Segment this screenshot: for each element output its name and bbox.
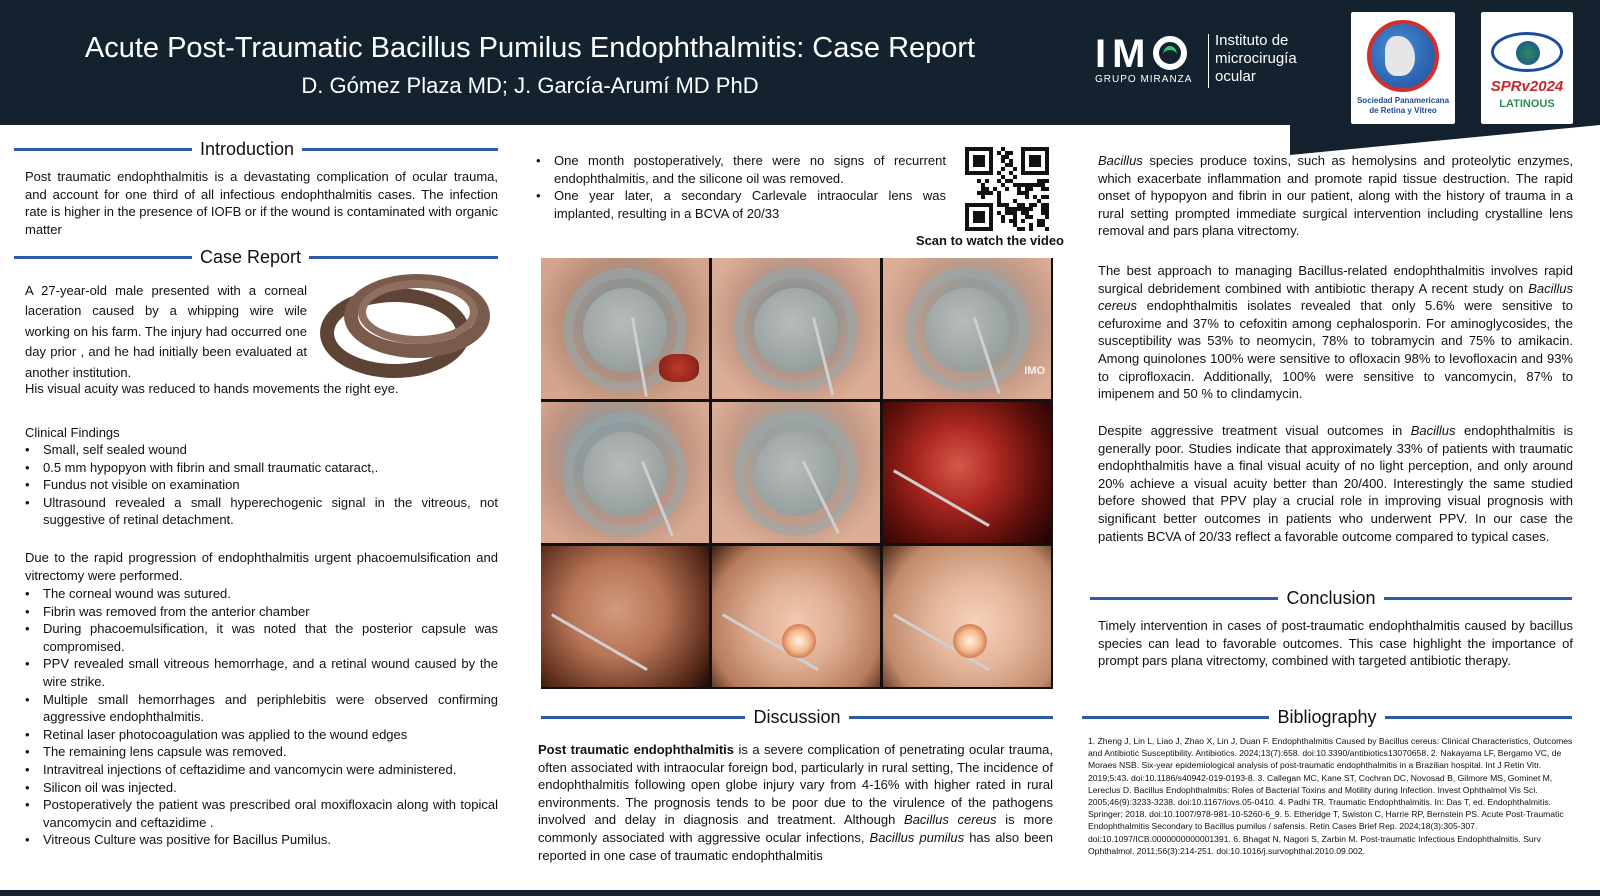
- surgery-photo: [712, 546, 880, 687]
- clinical-findings-title: Clinical Findings: [25, 425, 120, 440]
- discussion-lead: Post traumatic endophthalmitis: [538, 742, 735, 757]
- footer-bar: [0, 890, 1600, 896]
- followup-list: [536, 152, 946, 222]
- surgery-photo: [883, 402, 1051, 543]
- procedure-step-item: • Intravitreal injections of ceftazidime and vancomycin were administered.: [25, 761, 498, 779]
- followup-item: • One year later, a secondary Carlevale intraocular lens was implanted, resulting in a BCVA of 20/33: [536, 187, 946, 222]
- sprv-logo-text: SPRv2024: [1490, 78, 1564, 95]
- finding-item: • 0.5 mm hypopyon with fibrin and small traumatic cataract,.: [25, 459, 498, 477]
- imo-logo-subtitle: GRUPO MIRANZA: [1095, 74, 1193, 85]
- procedure-intro-text: Due to the rapid progression of endophthalmitis urgent phacoemulsification and vitrectomy were performed.: [25, 550, 498, 583]
- imo-logo-letters: IM: [1095, 32, 1189, 77]
- procedure-step-item: • The remaining lens capsule was removed.: [25, 743, 498, 761]
- procedure-step-item: • Silicon oil was injected.: [25, 779, 498, 797]
- bibliography-text: 1. Zheng J, Lin L, Liao J, Zhao X, Lin J, Duan F. Endophthalmitis Caused by Bacillus cereus: Clinical Characteristics, Outcomes and Antibiotic Susceptibility. Antibiotics. 2024;13(7):658. doi:10.3390/antibiotics13070658. 2. Nakayama LF, Bergamo VC, de Moraes NSB. Six-year epidemiological analysis of post-traumatic endophthalmitis in a Brazilian hospital. Int J Retin Vitr. 2019;5:43. doi:10.1186/s40942-019-0193-8. 3. Callegan MC, Kane ST, Cochran DC, Novosad B, Gilmore MS, Gominet M, Lereclus D. Bacillus Endophthalmitis: Roles of Bacterial Toxins and Motility during Infection. Invest Ophthalmol Vis Sci. 2005;46(9):3233-3238. doi:10.1167/iovs.05-0410. 4. Padhi TR. Traumatic Endophthalmitis. In: Das T, ed. Endophthalmitis. Springer; 2018. doi:10.1007/978-981-10-5260-6_9. 5. Etheridge T, Swiston C, Harrie RP, Bernstein PS. Acute Post-Traumatic Endophthalmitis Secondary to Bacillus pumilus / safensis. Retin Cases Brief Rep. 2024;18(3):305-307. doi:10.1097/ICB.0000000000001391. 6. Bhagat N, Nagori S, Zarbin M. Post-traumatic Infectious Endophthalmitis. Surv Ophthalmol. 2011;56(3):214-251. doi:10.1016/j.survophthal.2010.09.002.: [1088, 736, 1573, 856]
- spa-logo-text: Sociedad Panamericana de Retina y Vítreo: [1356, 96, 1450, 115]
- surgery-photo: [541, 546, 709, 687]
- procedure-step-item: • During phacoemulsification, it was noted that the posterior capsule was compromised.: [25, 620, 498, 655]
- conclusion-heading: Conclusion: [1090, 587, 1572, 609]
- toxins-paragraph: Bacillus species produce toxins, such as hemolysins and proteolytic enzymes, which exacerbate inflammation and promote rapid tissue destruction. The rapid onset of hypopyon and fibrin in our patient, along with the history of trauma in a rural setting prompted immediate surgical intervention including crystalline lens removal and pars plana vitrectomy.: [1098, 153, 1573, 239]
- procedure-list: [25, 585, 498, 849]
- procedure-step-item: • Postoperatively the patient was prescribed oral moxifloxacin along with topical vancomycin and ceftazidime .: [25, 796, 498, 831]
- discussion-heading: Discussion: [541, 706, 1053, 728]
- globe-icon: [1367, 20, 1439, 92]
- procedure-step-item: • The corneal wound was sutured.: [25, 585, 498, 603]
- surgery-photo: [541, 258, 709, 399]
- sprv-logo-subtitle: LATINOUS: [1499, 98, 1555, 110]
- case-report-heading: Case Report: [14, 246, 498, 268]
- outcomes-paragraph: Despite aggressive treatment visual outcomes in Bacillus endophthalmitis is generally poor. Studies indicate that approximately 33% of patients with traumatic endophthalmitis have a final visual acuity of no light perception, and only around 20% achieve a visual acuity better than 20/400. Interestingly the same studied before showed that PPV play a crucial role in improving visual prognosis with significant better outcomes in patients who underwent PPV. In our case the patients BCVA of 20/33 reflect a favorable outcome compared to typical cases.: [1098, 423, 1574, 544]
- surgery-photo: [883, 546, 1051, 687]
- image-watermark: IMO: [1024, 365, 1045, 377]
- imo-logo: [1095, 30, 1325, 90]
- discussion-text: Post traumatic endophthalmitis is a severe complication of penetrating ocular trauma, often associated with intraocular foreign bod, particularly in rural setting, The incidence of endophthalmitis following open globe injury vary from 4-16% with higher rated in rural environments. The prognosis tends to be poor due to the virulence of the pathogens involved and delay in diagnosis and treatment. Although Bacillus cereus is more commonly associated with aggressive ocular infections, Bacillus pumilus has also been reported in one case of traumatic endophthalmitis: [538, 742, 1054, 863]
- header-diagonal-accent: [1290, 125, 1600, 155]
- surgery-image-grid: [541, 258, 1053, 689]
- qr-code-icon[interactable]: [965, 147, 1049, 231]
- procedure-step-item: • Vitreous Culture was positive for Bacillus Pumilus.: [25, 831, 498, 849]
- visual-acuity-text: His visual acuity was reduced to hands movements the right eye.: [25, 381, 399, 396]
- imo-o-icon: [1153, 36, 1187, 70]
- surgery-photo: [541, 402, 709, 543]
- conclusion-text: Timely intervention in cases of post-traumatic endophthalmitis caused by bacillus species can lead to favorable outcomes. This case highlight the importance of prompt pars plana vitrectomy, combined with targeted antibiotic therapy.: [1098, 618, 1573, 669]
- poster-title: Acute Post-Traumatic Bacillus Pumilus Endophthalmitis: Case Report: [84, 32, 976, 64]
- procedure-step-item: • Fibrin was removed from the anterior chamber: [25, 603, 498, 621]
- clinical-findings-list: [25, 441, 498, 529]
- poster-authors: D. Gómez Plaza MD; J. García-Arumí MD PhD: [301, 73, 759, 98]
- finding-item: • Small, self sealed wound: [25, 441, 498, 459]
- introduction-heading: Introduction: [14, 138, 498, 160]
- antibiotic-paragraph: The best approach to managing Bacillus-related endophthalmitis involves rapid surgical debridement combined with antibiotic therapy A recent study on Bacillus cereus endophthalmitis isolates revealed that only 5.6% were sensitive to cefuroxime and 37% to cefoxitin among cephalosporin. For aminoglycosides, the susceptibility was 53% to neomycin, 78% to tobramycin and 75% to amikacin. Among quinolones 100% were sensitive to ofloxacin 98% to levofloxacin and 93% to ciprofloxacin. Additionally, 100% were sensitive to vancomycin, 87% to imipenem and 50 % to clindamycin.: [1098, 263, 1573, 402]
- procedure-step-item: • PPV revealed small vitreous hemorrhage, and a retinal wound caused by the wire strike.: [25, 655, 498, 690]
- case-presentation-text: A 27-year-old male presented with a corneal laceration caused by a whipping wire wile working on his farm. The injury had occurred one day prior , and he had initially been evaluated at another institution.: [25, 283, 307, 380]
- finding-item: • Fundus not visible on examination: [25, 476, 498, 494]
- wire-coil-image: [320, 270, 492, 380]
- spa-logo: [1351, 12, 1455, 124]
- imo-institution-name: Instituto de microcirugía ocular: [1215, 32, 1297, 85]
- surgery-photo: [712, 258, 880, 399]
- poster-header: [0, 0, 1600, 125]
- imo-logo-divider: [1208, 34, 1209, 88]
- sprv-logo: [1481, 12, 1573, 124]
- bibliography-heading: Bibliography: [1082, 706, 1572, 728]
- procedure-step-item: • Multiple small hemorrhages and periphlebitis were observed confirming aggressive endophthalmitis.: [25, 691, 498, 726]
- qr-caption: Scan to watch the video: [915, 233, 1064, 248]
- followup-item: • One month postoperatively, there were no signs of recurrent endophthalmitis, and the silicone oil was removed.: [536, 152, 946, 187]
- eye-icon: [1491, 32, 1563, 72]
- procedure-step-item: • Retinal laser photocoagulation was applied to the wound edges: [25, 726, 498, 744]
- surgery-photo: [712, 402, 880, 543]
- finding-item: • Ultrasound revealed a small hyperechogenic signal in the vitreous, not suggestive of retinal detachment.: [25, 494, 498, 529]
- surgery-photo: [883, 258, 1051, 399]
- introduction-text: Post traumatic endophthalmitis is a devastating complication of ocular trauma, and account for one third of all infectious endophthalmitis cases. The infection rate is higher in the presence of IOFB or if the wound is contaminated with organic matter: [25, 169, 498, 237]
